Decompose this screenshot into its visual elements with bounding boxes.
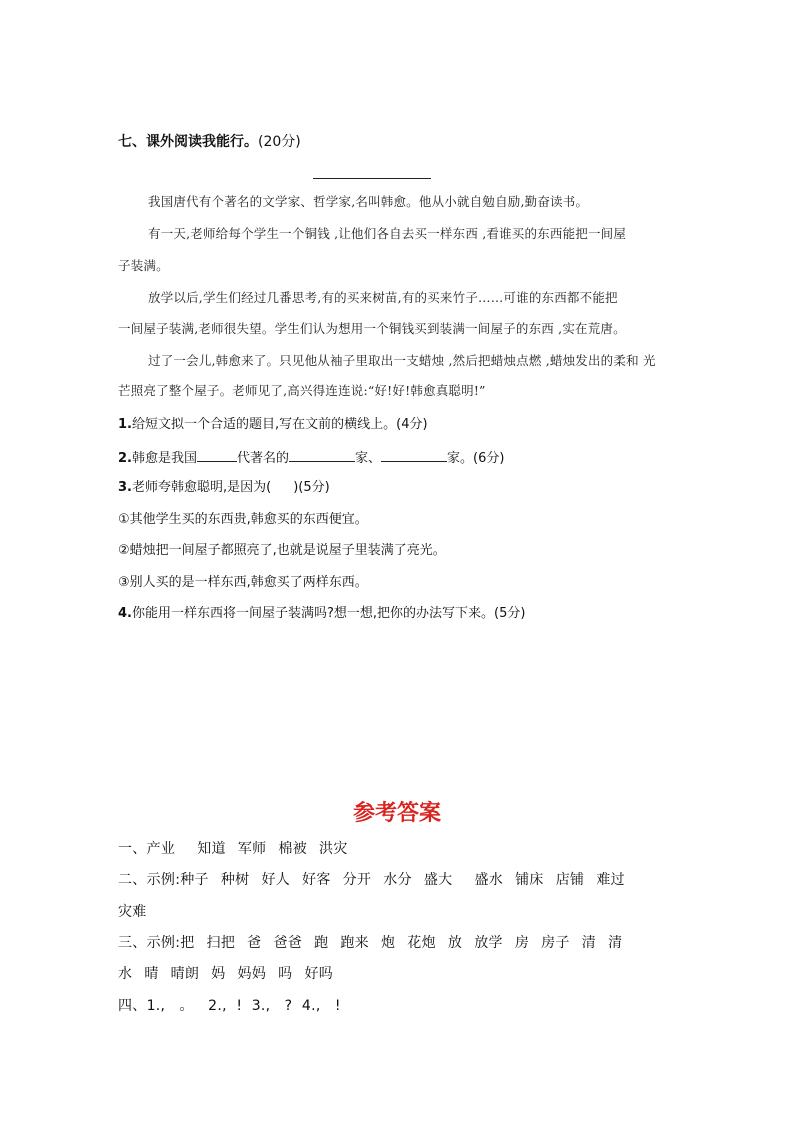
answer-word: 晴朗 <box>170 966 200 982</box>
question-4-number: 4. <box>118 606 132 621</box>
passage-paragraph-2-line-2: 子装满。 <box>118 258 169 273</box>
answer-word: 洪灾 <box>319 841 348 857</box>
question-2 <box>118 449 504 465</box>
answer-word: 爸爸 <box>273 935 303 951</box>
answer-word: 妈妈 <box>237 966 267 982</box>
question-3 <box>118 481 330 494</box>
answer-word: 炮 <box>380 935 396 951</box>
section-7-score: (20分) <box>258 134 301 150</box>
answer-word: 知道 <box>197 841 226 857</box>
answer-word: 一、产业 <box>118 841 176 857</box>
answer-word: 跑来 <box>340 935 369 951</box>
answer-word: 房子 <box>541 935 570 951</box>
answer-word: 水分 <box>383 872 412 888</box>
answer-word: 棉被 <box>278 841 308 857</box>
answer-word: 妈 <box>211 966 226 982</box>
answer-word: 盛大 <box>423 872 453 888</box>
question-3-text-b: )(5分) <box>293 480 330 495</box>
answer-word: 清 <box>581 935 597 951</box>
question-2-number: 2. <box>118 451 132 466</box>
answer-word: 铺床 <box>515 872 544 888</box>
question-2-blank-field-2[interactable] <box>381 449 447 462</box>
answer-row-3 <box>118 936 622 950</box>
question-1-text: 给短文拟一个合适的题目,写在文前的横线上。(4分) <box>131 417 428 432</box>
question-3-text-a: 老师夸韩愈聪明,是因为( <box>131 480 272 495</box>
answer-word: 爸 <box>247 935 262 951</box>
question-2-text-b: 代著名的 <box>237 451 290 466</box>
question-2-text-c: 家、 <box>355 451 382 466</box>
answer-row-2-continued: 灾难 <box>118 904 147 920</box>
answer-row-3-continued <box>118 967 333 981</box>
answer-key-title: 参考答案 <box>352 801 441 826</box>
answer-word: 放学 <box>474 935 503 951</box>
question-1-number: 1. <box>118 417 132 432</box>
question-4 <box>118 607 525 620</box>
answer-word: 三、示例:把 <box>118 935 195 951</box>
question-3-number: 3. <box>118 480 132 495</box>
answer-word: 跑 <box>314 935 329 951</box>
answer-word: 军师 <box>237 841 267 857</box>
answer-word: 花炮 <box>407 935 436 951</box>
answer-word: 好客 <box>302 872 331 888</box>
section-7-title: 七、课外阅读我能行。 <box>118 134 258 150</box>
answer-word: 水 <box>118 966 133 982</box>
passage-paragraph-1: 我国唐代有个著名的文学家、哲学家,名叫韩愈。他从小就自勉自励,勤奋读书。 <box>148 194 589 209</box>
answer-word: 扫把 <box>206 935 236 951</box>
question-1 <box>118 418 428 431</box>
question-2-blank-field-1[interactable] <box>289 449 355 462</box>
answer-word: 放 <box>447 935 463 951</box>
section-7-heading <box>118 135 301 149</box>
question-2-text-d: 家。(6分) <box>447 451 505 466</box>
answer-word: 房 <box>514 935 530 951</box>
passage-title-blank[interactable] <box>313 178 431 179</box>
answer-word: 二、示例:种子 <box>118 872 209 888</box>
passage-paragraph-4-line-2: 芒照亮了整个屋子。老师见了,高兴得连连说:“好!好!韩愈真聪明!” <box>118 383 486 398</box>
answer-row-4: 四、1., 。 2., ! 3., ? 4., ! <box>118 998 341 1014</box>
answer-word: 晴 <box>144 966 159 982</box>
question-3-option-1: ①其他学生买的东西贵,韩愈买的东西便宜。 <box>118 512 368 527</box>
answer-word: 难过 <box>596 872 625 888</box>
answer-word: 盛水 <box>474 872 504 888</box>
question-2-text-a: 韩愈是我国 <box>131 451 197 466</box>
passage-paragraph-3-line-1: 放学以后,学生们经过几番思考,有的买来树苗,有的买来竹子……可谁的东西都不能把 <box>148 290 618 305</box>
passage-paragraph-4-line-1: 过了一会儿,韩愈来了。只见他从袖子里取出一支蜡烛 ,然后把蜡烛点燃 ,蜡烛发出的柔和 光 <box>148 353 656 368</box>
answer-word: 好吗 <box>304 966 334 982</box>
question-4-text: 你能用一样东西将一间屋子装满吗?想一想,把你的办法写下来。(5分) <box>131 606 526 621</box>
answer-word: 吗 <box>278 966 293 982</box>
question-3-option-2: ②蜡烛把一间屋子都照亮了,也就是说屋子里装满了亮光。 <box>118 543 446 558</box>
question-2-blank-dynasty[interactable] <box>197 449 237 462</box>
answer-word: 清 <box>608 935 623 951</box>
passage-paragraph-3-line-2: 一间屋子装满,老师很失望。学生们认为想用一个铜钱买到装满一间屋子的东西 ,实在荒唐。 <box>118 321 626 336</box>
question-3-option-3: ③别人买的是一样东西,韩愈买了两样东西。 <box>118 575 368 590</box>
answer-row-2 <box>118 873 625 887</box>
passage-paragraph-2-line-1: 有一天,老师给每个学生一个铜钱 ,让他们各自去买一样东西 ,看谁买的东西能把一间屋 <box>148 226 627 241</box>
answer-word: 好人 <box>261 872 291 888</box>
answer-word: 分开 <box>342 872 372 888</box>
answer-word: 种树 <box>220 872 250 888</box>
answer-row-1 <box>118 842 348 856</box>
answer-word: 店铺 <box>555 872 585 888</box>
